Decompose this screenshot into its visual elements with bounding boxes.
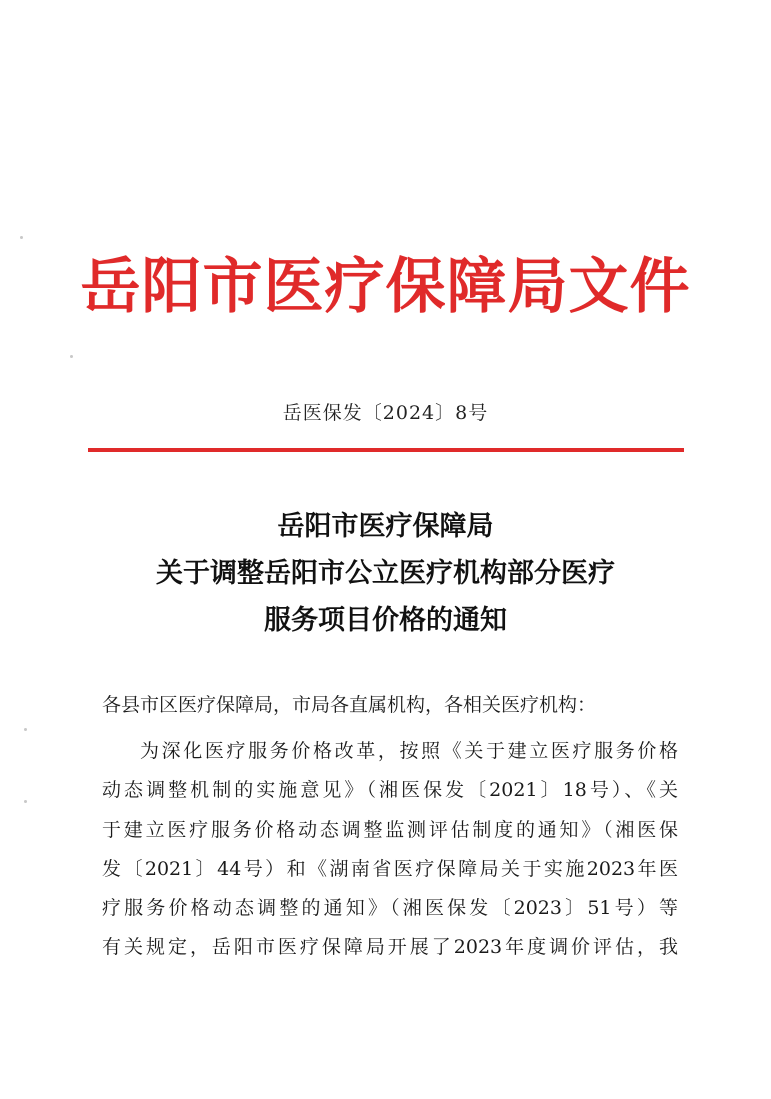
title-line-3: 服务项目价格的通知 — [264, 605, 507, 636]
salutation: 各县市区医疗保障局，市局各直属机构，各相关医疗机构： — [102, 694, 597, 716]
document-title — [0, 503, 771, 644]
scan-speck — [24, 728, 27, 731]
paragraph-line: 动态调整机制的实施意见》（湘医保发〔2021〕18号）、《关 — [102, 779, 678, 801]
paragraph-line: 发〔2021〕44号）和《湖南省医疗保障局关于实施2023年医 — [102, 858, 678, 880]
scan-speck — [20, 236, 23, 239]
scan-speck — [70, 355, 73, 358]
paragraph-line: 于建立医疗服务价格动态调整监测评估制度的通知》（湘医保 — [102, 819, 678, 841]
title-line-2: 关于调整岳阳市公立医疗机构部分医疗 — [156, 558, 615, 589]
paragraph-line: 疗服务价格动态调整的通知》（湘医保发〔2023〕51号）等 — [102, 897, 678, 919]
issuer-header: 岳阳市医疗保障局文件 — [80, 252, 691, 322]
document-number: 岳医保发〔2024〕8号 — [282, 402, 489, 424]
paragraph-line: 有关规定，岳阳市医疗保障局开展了2023年度调价评估，我 — [102, 936, 678, 958]
red-divider — [88, 448, 684, 452]
paragraph-line: 为深化医疗服务价格改革，按照《关于建立医疗服务价格 — [140, 740, 678, 762]
title-line-1: 岳阳市医疗保障局 — [277, 511, 494, 542]
scan-speck — [24, 800, 27, 803]
